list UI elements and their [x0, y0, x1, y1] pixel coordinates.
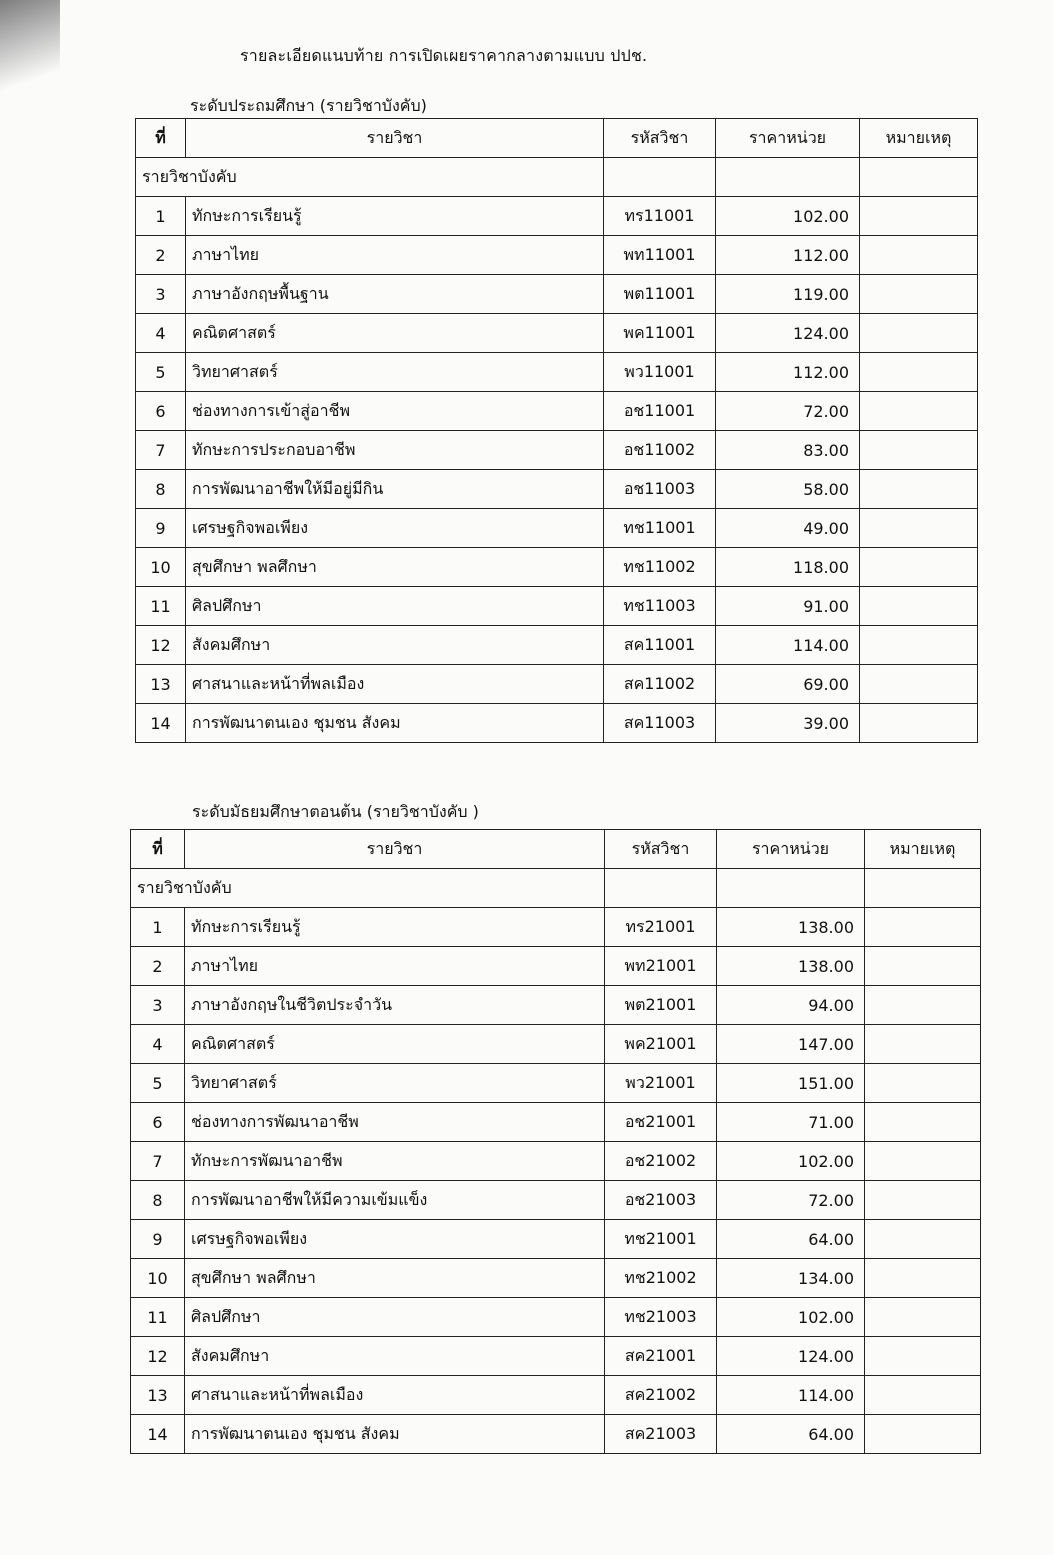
- note-cell: [860, 314, 978, 353]
- note-cell: [865, 1025, 981, 1064]
- row-number: 5: [136, 353, 186, 392]
- subject-name: การพัฒนาตนเอง ชุมชน สังคม: [186, 704, 604, 743]
- unit-price: 39.00: [716, 704, 860, 743]
- header-no: ที่: [131, 830, 185, 869]
- subject-code: ทช21003: [605, 1298, 717, 1337]
- table-row: [131, 986, 981, 1025]
- group-price-cell: [717, 869, 865, 908]
- row-number: 1: [131, 908, 185, 947]
- unit-price: 69.00: [716, 665, 860, 704]
- unit-price: 114.00: [717, 1376, 865, 1415]
- unit-price: 72.00: [716, 392, 860, 431]
- row-number: 8: [136, 470, 186, 509]
- table-row: [136, 704, 978, 743]
- subject-code: อช11003: [604, 470, 716, 509]
- table-row: [131, 1064, 981, 1103]
- subject-code: สค21003: [605, 1415, 717, 1454]
- note-cell: [860, 704, 978, 743]
- note-cell: [865, 1298, 981, 1337]
- subject-name: ช่องทางการเข้าสู่อาชีพ: [186, 392, 604, 431]
- group-price-cell: [716, 158, 860, 197]
- row-number: 7: [131, 1142, 185, 1181]
- subject-code: ทช11002: [604, 548, 716, 587]
- unit-price: 83.00: [716, 431, 860, 470]
- table-row: [136, 587, 978, 626]
- group-label: รายวิชาบังคับ: [136, 158, 604, 197]
- subject-code: พว21001: [605, 1064, 717, 1103]
- unit-price: 58.00: [716, 470, 860, 509]
- subject-code: ทร21001: [605, 908, 717, 947]
- row-number: 9: [131, 1220, 185, 1259]
- subject-code: พต21001: [605, 986, 717, 1025]
- row-number: 2: [136, 236, 186, 275]
- row-number: 5: [131, 1064, 185, 1103]
- note-cell: [865, 1181, 981, 1220]
- row-number: 10: [136, 548, 186, 587]
- table-row: [131, 1181, 981, 1220]
- note-cell: [860, 353, 978, 392]
- row-number: 8: [131, 1181, 185, 1220]
- row-number: 7: [136, 431, 186, 470]
- table-row: [136, 626, 978, 665]
- lower-secondary-course-table: [130, 829, 981, 1454]
- row-number: 9: [136, 509, 186, 548]
- row-number: 2: [131, 947, 185, 986]
- note-cell: [860, 392, 978, 431]
- unit-price: 147.00: [717, 1025, 865, 1064]
- header-price: ราคาหน่วย: [716, 119, 860, 158]
- subject-name: วิทยาศาสตร์: [186, 353, 604, 392]
- note-cell: [860, 509, 978, 548]
- table-row: [136, 314, 978, 353]
- table-row: [136, 665, 978, 704]
- note-cell: [865, 1376, 981, 1415]
- header-note: หมายเหตุ: [860, 119, 978, 158]
- subject-name: ภาษาอังกฤษในชีวิตประจำวัน: [185, 986, 605, 1025]
- unit-price: 138.00: [717, 947, 865, 986]
- primary-table-body: [136, 158, 978, 743]
- subject-name: สุขศึกษา พลศึกษา: [186, 548, 604, 587]
- subject-code: สค11001: [604, 626, 716, 665]
- subject-name: ภาษาอังกฤษพื้นฐาน: [186, 275, 604, 314]
- row-number: 4: [136, 314, 186, 353]
- unit-price: 102.00: [716, 197, 860, 236]
- note-cell: [865, 1064, 981, 1103]
- note-cell: [860, 548, 978, 587]
- subject-name: สังคมศึกษา: [185, 1337, 605, 1376]
- header-no: ที่: [136, 119, 186, 158]
- header-note: หมายเหตุ: [865, 830, 981, 869]
- unit-price: 64.00: [717, 1415, 865, 1454]
- unit-price: 64.00: [717, 1220, 865, 1259]
- row-number: 12: [136, 626, 186, 665]
- table-row: [136, 392, 978, 431]
- subject-name: ภาษาไทย: [186, 236, 604, 275]
- row-number: 4: [131, 1025, 185, 1064]
- row-number: 3: [136, 275, 186, 314]
- unit-price: 138.00: [717, 908, 865, 947]
- table-row: [131, 1298, 981, 1337]
- subject-code: สค21001: [605, 1337, 717, 1376]
- table-row: [136, 353, 978, 392]
- group-label: รายวิชาบังคับ: [131, 869, 605, 908]
- table-row: [136, 431, 978, 470]
- section-heading-lower-secondary: ระดับมัธยมศึกษาตอนต้น (รายวิชาบังคับ ): [192, 802, 479, 821]
- unit-price: 72.00: [717, 1181, 865, 1220]
- section-heading-primary: ระดับประถมศึกษา (รายวิชาบังคับ): [190, 96, 427, 115]
- subject-code: สค21002: [605, 1376, 717, 1415]
- subject-code: ทช11003: [604, 587, 716, 626]
- unit-price: 124.00: [717, 1337, 865, 1376]
- note-cell: [865, 1337, 981, 1376]
- row-number: 6: [136, 392, 186, 431]
- subject-name: ทักษะการเรียนรู้: [185, 908, 605, 947]
- subject-name: การพัฒนาอาชีพให้มีความเข้มแข็ง: [185, 1181, 605, 1220]
- row-number: 14: [136, 704, 186, 743]
- subject-code: ทร11001: [604, 197, 716, 236]
- row-number: 11: [131, 1298, 185, 1337]
- header-subject: รายวิชา: [186, 119, 604, 158]
- unit-price: 151.00: [717, 1064, 865, 1103]
- note-cell: [865, 908, 981, 947]
- note-cell: [860, 470, 978, 509]
- subject-name: ทักษะการประกอบอาชีพ: [186, 431, 604, 470]
- page-corner-shadow: [0, 0, 60, 110]
- subject-code: ทช21002: [605, 1259, 717, 1298]
- subject-name: เศรษฐกิจพอเพียง: [186, 509, 604, 548]
- subject-code: ทช21001: [605, 1220, 717, 1259]
- subject-name: ศิลปศึกษา: [186, 587, 604, 626]
- note-cell: [865, 1142, 981, 1181]
- subject-code: อช11002: [604, 431, 716, 470]
- table-row: [131, 1415, 981, 1454]
- table-row: [131, 1337, 981, 1376]
- note-cell: [865, 986, 981, 1025]
- unit-price: 49.00: [716, 509, 860, 548]
- unit-price: 112.00: [716, 236, 860, 275]
- unit-price: 102.00: [717, 1298, 865, 1337]
- row-number: 12: [131, 1337, 185, 1376]
- row-number: 11: [136, 587, 186, 626]
- subject-name: ช่องทางการพัฒนาอาชีพ: [185, 1103, 605, 1142]
- group-note-cell: [865, 869, 981, 908]
- row-number: 13: [136, 665, 186, 704]
- subject-name: เศรษฐกิจพอเพียง: [185, 1220, 605, 1259]
- table-row: [136, 548, 978, 587]
- note-cell: [865, 1415, 981, 1454]
- table-row: [136, 470, 978, 509]
- table-row: [131, 947, 981, 986]
- primary-course-table: [135, 118, 978, 743]
- unit-price: 71.00: [717, 1103, 865, 1142]
- note-cell: [860, 587, 978, 626]
- header-code: รหัสวิชา: [605, 830, 717, 869]
- table-row: [136, 509, 978, 548]
- table-row: [131, 908, 981, 947]
- table-header-row: [131, 830, 981, 869]
- note-cell: [865, 1220, 981, 1259]
- subject-code: พท21001: [605, 947, 717, 986]
- table-row: [131, 1103, 981, 1142]
- table-row: [136, 197, 978, 236]
- table-row: [131, 1376, 981, 1415]
- unit-price: 118.00: [716, 548, 860, 587]
- subject-code: อช11001: [604, 392, 716, 431]
- unit-price: 119.00: [716, 275, 860, 314]
- subject-name: การพัฒนาอาชีพให้มีอยู่มีกิน: [186, 470, 604, 509]
- subject-name: การพัฒนาตนเอง ชุมชน สังคม: [185, 1415, 605, 1454]
- header-price: ราคาหน่วย: [717, 830, 865, 869]
- unit-price: 124.00: [716, 314, 860, 353]
- row-number: 10: [131, 1259, 185, 1298]
- group-code-cell: [605, 869, 717, 908]
- group-note-cell: [860, 158, 978, 197]
- note-cell: [865, 947, 981, 986]
- row-number: 13: [131, 1376, 185, 1415]
- unit-price: 112.00: [716, 353, 860, 392]
- unit-price: 134.00: [717, 1259, 865, 1298]
- table-row: [131, 1025, 981, 1064]
- note-cell: [860, 275, 978, 314]
- header-code: รหัสวิชา: [604, 119, 716, 158]
- table-row: [131, 1259, 981, 1298]
- row-number: 3: [131, 986, 185, 1025]
- unit-price: 114.00: [716, 626, 860, 665]
- row-number: 6: [131, 1103, 185, 1142]
- unit-price: 91.00: [716, 587, 860, 626]
- table-header-row: [136, 119, 978, 158]
- note-cell: [865, 1259, 981, 1298]
- unit-price: 94.00: [717, 986, 865, 1025]
- note-cell: [860, 626, 978, 665]
- subject-name: คณิตศาสตร์: [186, 314, 604, 353]
- header-subject: รายวิชา: [185, 830, 605, 869]
- subject-name: วิทยาศาสตร์: [185, 1064, 605, 1103]
- note-cell: [865, 1103, 981, 1142]
- row-number: 1: [136, 197, 186, 236]
- subject-name: สุขศึกษา พลศึกษา: [185, 1259, 605, 1298]
- unit-price: 102.00: [717, 1142, 865, 1181]
- subject-code: อช21003: [605, 1181, 717, 1220]
- table-row: [131, 1220, 981, 1259]
- note-cell: [860, 431, 978, 470]
- subject-name: สังคมศึกษา: [186, 626, 604, 665]
- subject-name: ศาสนาและหน้าที่พลเมือง: [186, 665, 604, 704]
- note-cell: [860, 197, 978, 236]
- subject-name: ทักษะการพัฒนาอาชีพ: [185, 1142, 605, 1181]
- subject-name: คณิตศาสตร์: [185, 1025, 605, 1064]
- subject-code: ทช11001: [604, 509, 716, 548]
- subject-name: ศิลปศึกษา: [185, 1298, 605, 1337]
- subject-code: อช21001: [605, 1103, 717, 1142]
- subject-code: พค21001: [605, 1025, 717, 1064]
- subject-code: พว11001: [604, 353, 716, 392]
- table-row: [136, 236, 978, 275]
- group-code-cell: [604, 158, 716, 197]
- lower-secondary-table-body: [131, 869, 981, 1454]
- subject-name: ภาษาไทย: [185, 947, 605, 986]
- note-cell: [860, 665, 978, 704]
- subject-name: ทักษะการเรียนรู้: [186, 197, 604, 236]
- subject-code: สค11002: [604, 665, 716, 704]
- subject-name: ศาสนาและหน้าที่พลเมือง: [185, 1376, 605, 1415]
- subject-code: พค11001: [604, 314, 716, 353]
- table-row: [136, 275, 978, 314]
- group-row: [136, 158, 978, 197]
- document-title: รายละเอียดแนบท้าย การเปิดเผยราคากลางตามแบบ ปปช.: [240, 46, 648, 65]
- table-row: [131, 1142, 981, 1181]
- subject-code: พท11001: [604, 236, 716, 275]
- group-row: [131, 869, 981, 908]
- subject-code: พต11001: [604, 275, 716, 314]
- note-cell: [860, 236, 978, 275]
- subject-code: อช21002: [605, 1142, 717, 1181]
- row-number: 14: [131, 1415, 185, 1454]
- subject-code: สค11003: [604, 704, 716, 743]
